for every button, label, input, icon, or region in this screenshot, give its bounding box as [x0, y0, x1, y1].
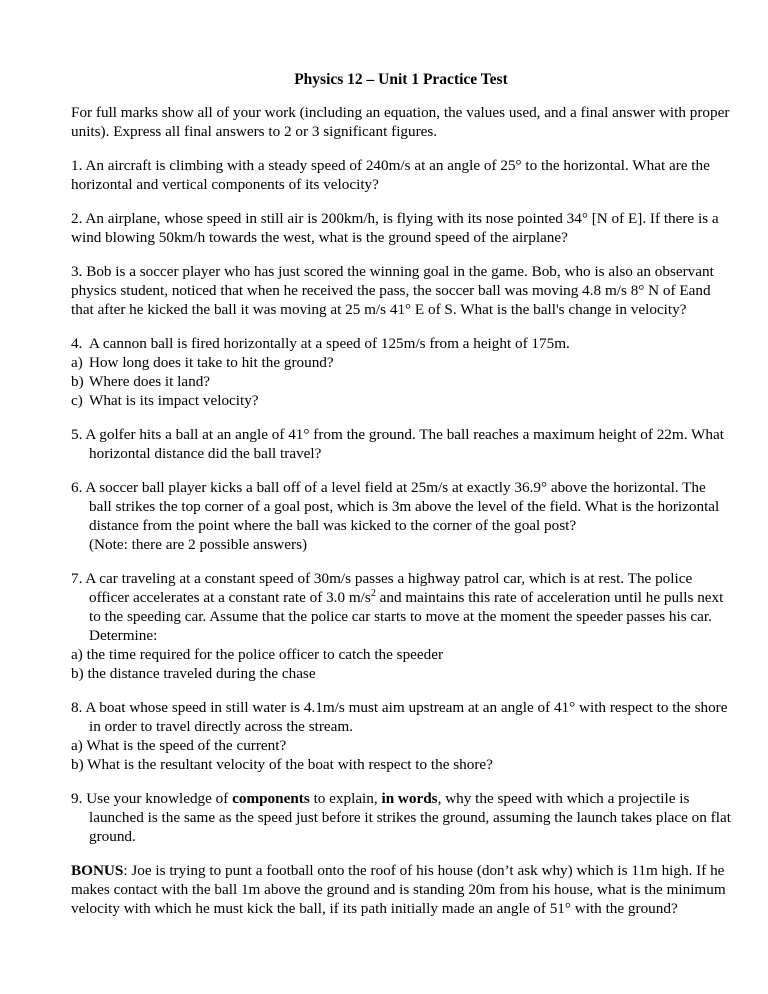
part-label: a) [71, 354, 83, 371]
part-label: b) [71, 373, 84, 390]
question-8-part-b: b) What is the resultant velocity of the boat with respect to the shore? [71, 756, 493, 773]
bonus-label: BONUS [71, 862, 124, 879]
part-text: Where does it land? [89, 373, 211, 390]
question-4-part-b [71, 372, 731, 391]
page-title: Physics 12 – Unit 1 Practice Test [294, 71, 508, 88]
question-4-label: 4. [71, 335, 83, 352]
question-7-text-before: 7. A car traveling at a constant speed of 30m/s passes a highway patrol car, which is at rest. The police officer accelerates at a constant rate of 3.0 m/s [71, 570, 693, 606]
bonus-question [71, 861, 731, 918]
question-7-text-after: and maintains this rate of acceleration until he pulls next to the speeding car. Assume that the police car starts to move at the moment the speeder passes his car. [89, 589, 724, 625]
question-8-text: 8. A boat whose speed in still water is 4.1m/s must aim upstream at an angle of 41° with respect to the shore in order to travel directly across the stream. [71, 699, 728, 735]
question-4-part-c [71, 391, 731, 410]
question-5: 5. A golfer hits a ball at an angle of 41° from the ground. The ball reaches a maximum height of 22m. What horizontal distance did the ball travel? [71, 426, 724, 462]
question-7-part-a: a) the time required for the police officer to catch the speeder [71, 646, 444, 663]
question-6-note: (Note: there are 2 possible answers) [89, 536, 308, 553]
question-3: 3. Bob is a soccer player who has just scored the winning goal in the game. Bob, who is also an observant physics student, noticed that when he received the pass, the soccer ball was moving 4.8 m/s 8° N of Eand that after he kicked the ball it was moving at 25 m/s 41° E of S. What is the ball's change in velocity? [71, 263, 714, 318]
question-6 [71, 478, 731, 554]
question-9 [71, 789, 731, 846]
question-8-part-a: a) What is the speed of the current? [71, 737, 287, 754]
question-8 [71, 698, 731, 774]
question-9-bold-1: components [232, 790, 310, 807]
question-1: 1. An aircraft is climbing with a steady speed of 240m/s at an angle of 25° to the horizontal. What are the horizontal and vertical components of its velocity? [71, 157, 710, 193]
question-9-text-2: to explain, [309, 790, 382, 807]
question-7-determine: Determine: [89, 627, 158, 644]
question-4-text: A cannon ball is fired horizontally at a speed of 125m/s from a height of 175m. [89, 335, 570, 352]
question-4 [71, 334, 731, 410]
question-9-text-3: , why the speed with which a projectile is launched is the same as the speed just before it strikes the ground, assuming the launch takes place on flat ground. [89, 790, 731, 845]
part-text: What is its impact velocity? [89, 392, 259, 409]
question-2: 2. An airplane, whose speed in still air is 200km/h, is flying with its nose pointed 34° [N of E]. If there is a wind blowing 50km/h towards the west, what is the ground speed of the airplane? [71, 210, 719, 246]
question-6-text: 6. A soccer ball player kicks a ball off of a level field at 25m/s at exactly 36.9° above the horizontal. The ball strikes the top corner of a goal post, which is 3m above the level of the field. What is the horizontal distance from the point where the ball was kicked to the corner of the goal post? [71, 479, 720, 534]
question-7-text [71, 569, 731, 626]
question-9-text-1: 9. Use your knowledge of [71, 790, 233, 807]
question-4-stem [71, 334, 731, 353]
part-text: How long does it take to hit the ground? [89, 354, 334, 371]
part-label: c) [71, 392, 83, 409]
document-page [71, 70, 731, 918]
question-7 [71, 569, 731, 683]
question-9-bold-2: in words [381, 790, 438, 807]
question-4-part-a [71, 353, 731, 372]
bonus-text: : Joe is trying to punt a football onto the roof of his house (don’t ask why) which is 11m high. If he makes contact with the ball 1m above the ground and is standing 20m from his house, what is the minimum velocity with which he must kick the ball, if its path initially made an angle of 51° with the ground? [71, 862, 726, 917]
question-7-part-b: b) the distance traveled during the chase [71, 665, 316, 682]
exponent: 2 [370, 587, 376, 599]
instructions: For full marks show all of your work (including an equation, the values used, and a final answer with proper units). Express all final answers to 2 or 3 significant figures. [71, 104, 730, 140]
